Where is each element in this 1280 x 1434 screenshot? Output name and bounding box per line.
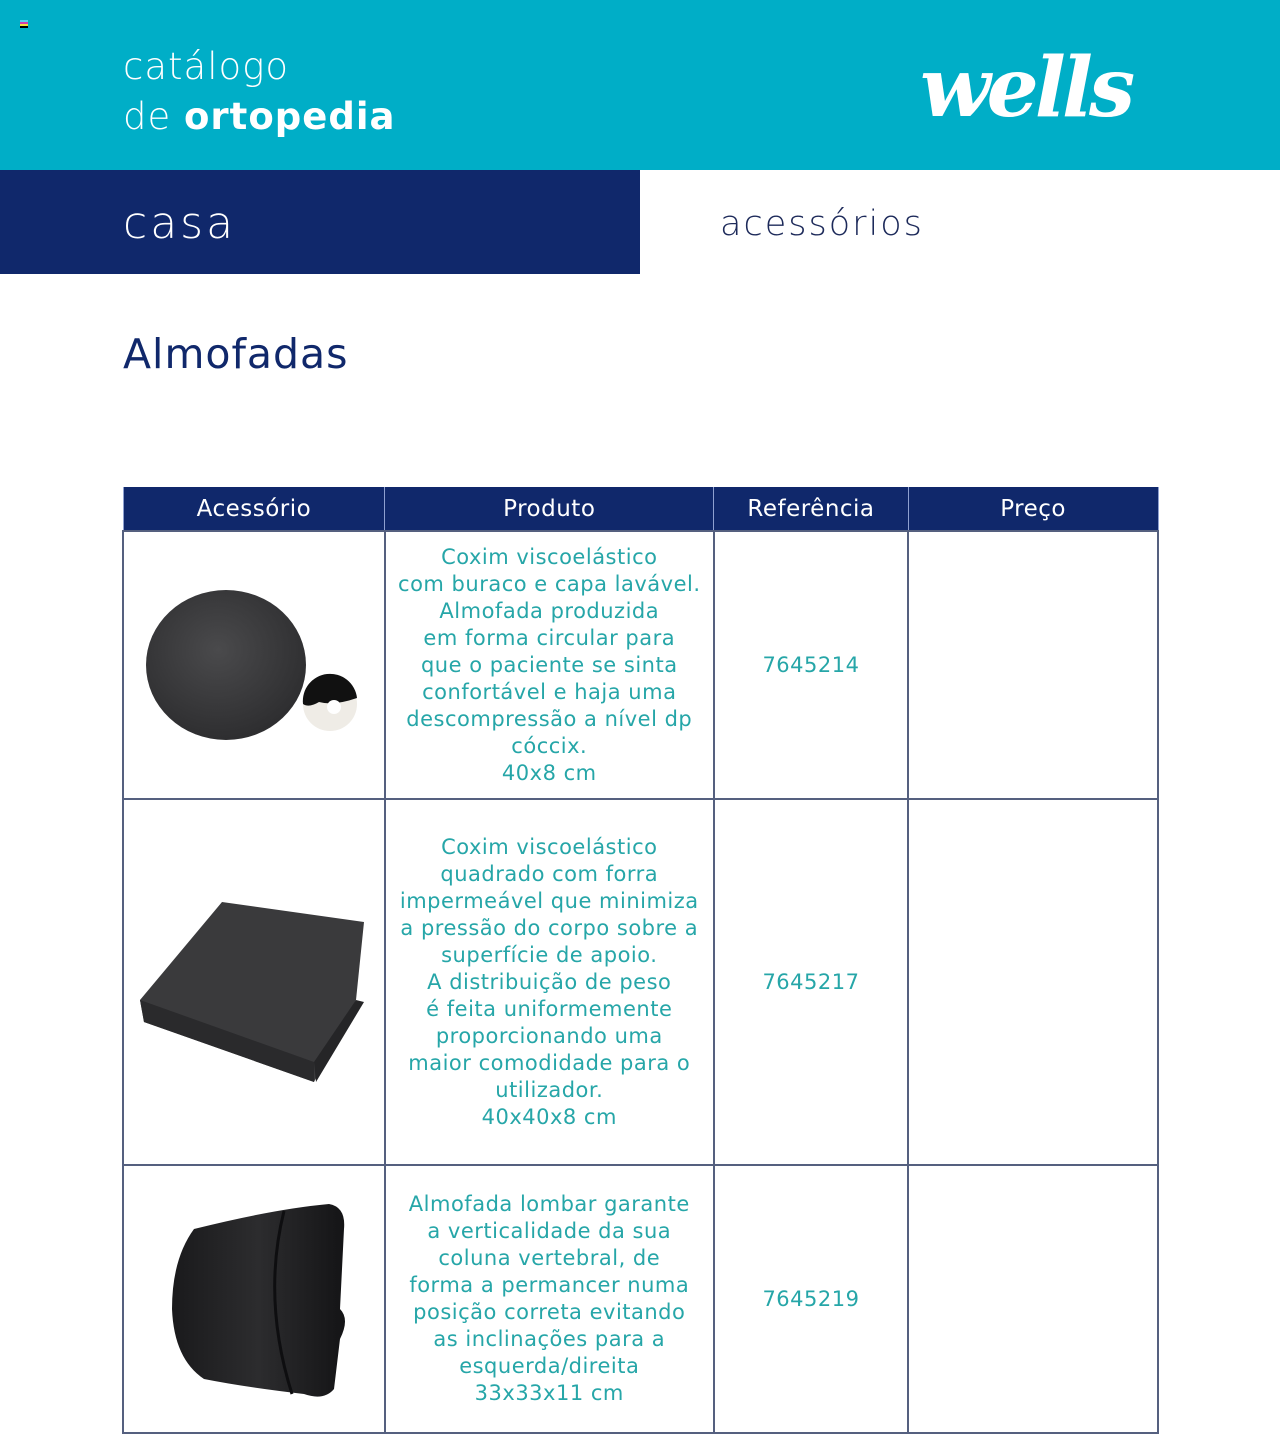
catalog-title: [123, 42, 396, 142]
table-row: [123, 1165, 1158, 1433]
product-price: [908, 531, 1158, 799]
product-description: Coxim viscoelástico com buraco e capa lavável. Almofada produzida em forma circular para que o paciente se sinta confortável e haja uma descompressão a nível dp cóccix. 40x8 cm: [385, 531, 714, 799]
product-description: Almofada lombar garante a verticalidade da sua coluna vertebral, de forma a permancer numa posição correta evitando as inclinações para a esquerda/direita 33x33x11 cm: [385, 1165, 714, 1433]
product-image-cell: [123, 799, 385, 1165]
catalog-title-light: de: [123, 95, 185, 138]
square-cushion-image: [134, 882, 374, 1082]
header-price: Preço: [908, 487, 1158, 531]
lumbar-cushion-image: [154, 1189, 354, 1409]
table-header-row: [123, 487, 1158, 531]
header-accessory: Acessório: [123, 487, 385, 531]
round-cushion-image: [144, 580, 364, 750]
products-table: [122, 487, 1159, 1434]
catalog-title-bold: ortopedia: [184, 95, 396, 138]
section-title: Almofadas: [123, 330, 349, 378]
table-row: [123, 799, 1158, 1165]
svg-text:wells: wells: [920, 40, 1132, 133]
category-label: casa: [123, 198, 237, 249]
product-image-cell: [123, 1165, 385, 1433]
header-reference: Referência: [714, 487, 909, 531]
header-band: [0, 0, 1280, 170]
subcategory-label: acessórios: [720, 204, 924, 244]
print-color-mark-icon: [20, 20, 28, 28]
catalog-title-line1: catálogo: [123, 45, 289, 88]
product-description: Coxim viscoelástico quadrado com forra impermeável que minimiza a pressão do corpo sobre a superfície de apoio. A distribuição de peso é feita uniformemente proporcionando uma maior comodidade para o utilizador. 40x40x8 cm: [385, 799, 714, 1165]
product-reference: 7645214: [714, 531, 909, 799]
product-reference: 7645219: [714, 1165, 909, 1433]
product-image-cell: [123, 531, 385, 799]
wells-logo: [915, 38, 1165, 133]
product-price: [908, 799, 1158, 1165]
product-reference: 7645217: [714, 799, 909, 1165]
table-row: [123, 531, 1158, 799]
product-price: [908, 1165, 1158, 1433]
header-product: Produto: [385, 487, 714, 531]
category-band: [0, 170, 640, 274]
